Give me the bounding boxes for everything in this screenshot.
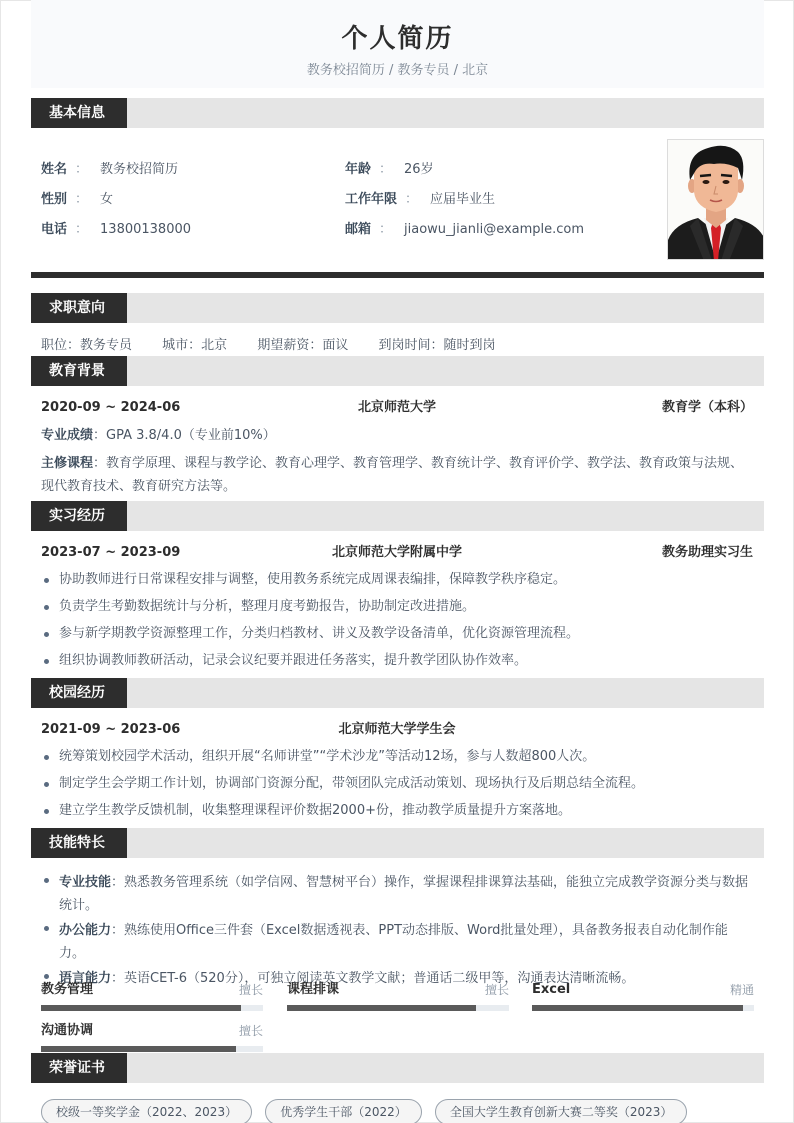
- section-education: [31, 356, 764, 386]
- skill-label: 办公能力: [59, 923, 112, 938]
- list-item: [41, 871, 753, 917]
- honor-tags: [41, 1099, 695, 1123]
- section-title: 荣誉证书: [31, 1053, 127, 1083]
- info-value: 女: [100, 192, 114, 207]
- skill-bar-track: [287, 1005, 509, 1011]
- info-value: 26岁: [404, 162, 434, 177]
- list-item: 参与新学期教学资源整理工作，分类归档教材、讲义及教学设备清单，优化资源管理流程。: [41, 625, 753, 643]
- skill-bar-track: [41, 1046, 263, 1052]
- section-title: 教育背景: [31, 356, 127, 386]
- info-phone: [41, 221, 191, 239]
- education-degree: 教育学（本科）: [661, 400, 753, 415]
- skill-text: ：熟练使用Office三件套（Excel数据透视表、PPT动态排版、Word批量处理），具备教务报表自动化制作能力。: [59, 923, 728, 961]
- colon: ：: [75, 162, 89, 177]
- info-label: 邮箱: [345, 222, 372, 237]
- list-item: 制定学生会学期工作计划，协调部门资源分配，带领团队完成活动策划、现场执行及后期总结全流程。: [41, 775, 753, 793]
- skill-bar-level: 擅长: [484, 983, 509, 997]
- campus-bullets: [41, 748, 753, 829]
- gpa-label: 专业成绩: [41, 428, 94, 443]
- skill-bar-fill: [41, 1005, 241, 1011]
- education-school: 北京师范大学: [357, 400, 436, 415]
- courses-label: 主修课程: [41, 456, 94, 471]
- skill-bar-track: [41, 1005, 263, 1011]
- section-title: 校园经历: [31, 678, 127, 708]
- resume-header: [31, 0, 764, 88]
- internship-bullets: [41, 571, 753, 679]
- campus-org: 北京师范大学学生会: [338, 722, 456, 737]
- skill-bar-fill: [287, 1005, 476, 1011]
- colon: ：: [75, 192, 89, 207]
- colon: ：: [379, 162, 393, 177]
- info-age: [345, 161, 434, 179]
- skill-bar-name: 教务管理: [41, 982, 94, 997]
- section-skills: [31, 828, 764, 858]
- colon: ：: [405, 192, 419, 207]
- info-value: jiaowu_jianli@example.com: [404, 222, 585, 237]
- colon: ：: [379, 222, 393, 237]
- resume-page: [31, 0, 764, 1119]
- info-email: [345, 221, 584, 239]
- info-gender: [41, 191, 113, 209]
- skill-bar-level: 精通: [729, 983, 754, 997]
- section-title: 基本信息: [31, 98, 127, 128]
- avatar-photo: [667, 139, 764, 260]
- education-entry-header: [41, 399, 753, 417]
- intent-start: 到岗时间：随时到岗: [378, 338, 496, 353]
- education-date: 2020-09 ~ 2024-06: [41, 400, 181, 415]
- resume-subtitle: 教务校招简历 / 教务专员 / 北京: [306, 63, 489, 78]
- info-value: 应届毕业生: [430, 192, 496, 207]
- list-item: 负责学生考勤数据统计与分析，整理月度考勤报告，协助制定改进措施。: [41, 598, 753, 616]
- info-experience: [345, 191, 495, 209]
- list-item: 组织协调教师教研活动，记录会议纪要并跟进任务落实，提升教学团队协作效率。: [41, 652, 753, 670]
- portrait-illustration-icon: [668, 140, 764, 260]
- intent-position: 职位：教务专员: [41, 338, 133, 353]
- honor-tag: 优秀学生干部（2022）: [265, 1099, 422, 1123]
- internship-role: 教务助理实习生: [661, 545, 753, 560]
- internship-org: 北京师范大学附属中学: [331, 545, 462, 560]
- skill-bar-1: [287, 981, 509, 1015]
- job-intent-row: [41, 337, 521, 355]
- info-label: 姓名: [41, 162, 68, 177]
- education-courses: [41, 452, 753, 498]
- skill-bar-name: Excel: [532, 982, 571, 997]
- divider: [31, 272, 764, 278]
- skill-bar-fill: [41, 1046, 236, 1052]
- honor-tag: 校级一等奖学金（2022、2023）: [41, 1099, 252, 1123]
- section-campus: [31, 678, 764, 708]
- skill-bar-name: 沟通协调: [41, 1023, 94, 1038]
- skill-bar-level: 擅长: [238, 983, 263, 997]
- resume-title: 个人简历: [341, 24, 454, 54]
- skill-text: ：熟悉教务管理系统（如学信网、智慧树平台）操作，掌握课程排课算法基础，能独立完成教学资源分类与数据统计。: [59, 875, 749, 913]
- info-value: 13800138000: [100, 222, 192, 237]
- skill-text: ：英语CET-6（520分），可独立阅读英文教学文献；普通话二级甲等，沟通表达清晰流畅。: [111, 971, 635, 986]
- info-name: [41, 161, 178, 179]
- info-label: 工作年限: [345, 192, 398, 207]
- skills-bullets: [41, 871, 753, 992]
- section-basic-info: [31, 98, 764, 128]
- intent-city: 城市：北京: [162, 338, 228, 353]
- list-item: 建立学生教学反馈机制，收集整理课程评价数据2000+份，推动教学质量提升方案落地。: [41, 802, 753, 820]
- intent-salary: 期望薪资：面议: [257, 338, 349, 353]
- section-job-intent: [31, 293, 764, 323]
- colon: ：: [75, 222, 89, 237]
- section-title: 实习经历: [31, 501, 127, 531]
- section-title: 技能特长: [31, 828, 127, 858]
- campus-entry-header: [41, 721, 753, 739]
- skill-bar-3: [41, 1022, 263, 1056]
- skill-bar-track: [532, 1005, 754, 1011]
- section-title: 求职意向: [31, 293, 127, 323]
- education-gpa: [41, 424, 753, 447]
- honor-tag: 全国大学生教育创新大赛二等奖（2023）: [435, 1099, 688, 1123]
- skill-bar-level: 擅长: [238, 1024, 263, 1038]
- section-honors: [31, 1053, 764, 1083]
- courses-value: ：教育学原理、课程与教学论、教育心理学、教育管理学、教育统计学、教育评价学、教学法、教育政策与法规、现代教育技术、教育研究方法等。: [41, 456, 744, 494]
- gpa-value: ：GPA 3.8/4.0（专业前10%）: [93, 428, 276, 443]
- skill-bar-2: [532, 981, 754, 1015]
- skill-bar-fill: [532, 1005, 743, 1011]
- skill-bar-name: 课程排课: [287, 982, 340, 997]
- info-label: 性别: [41, 192, 68, 207]
- list-item: [41, 919, 753, 965]
- skill-bar-0: [41, 981, 263, 1015]
- list-item: 统筹策划校园学术活动，组织开展“名师讲堂”“学术沙龙”等活动12场，参与人数超800人次。: [41, 748, 753, 766]
- internship-date: 2023-07 ~ 2023-09: [41, 545, 181, 560]
- section-internship: [31, 501, 764, 531]
- skill-label: 语言能力: [59, 971, 112, 986]
- info-value: 教务校招简历: [100, 162, 179, 177]
- list-item: 协助教师进行日常课程安排与调整，使用教务系统完成周课表编排，保障教学秩序稳定。: [41, 571, 753, 589]
- skill-label: 专业技能: [59, 875, 112, 890]
- info-label: 年龄: [345, 162, 372, 177]
- campus-date: 2021-09 ~ 2023-06: [41, 722, 181, 737]
- info-label: 电话: [41, 222, 68, 237]
- internship-entry-header: [41, 544, 753, 562]
